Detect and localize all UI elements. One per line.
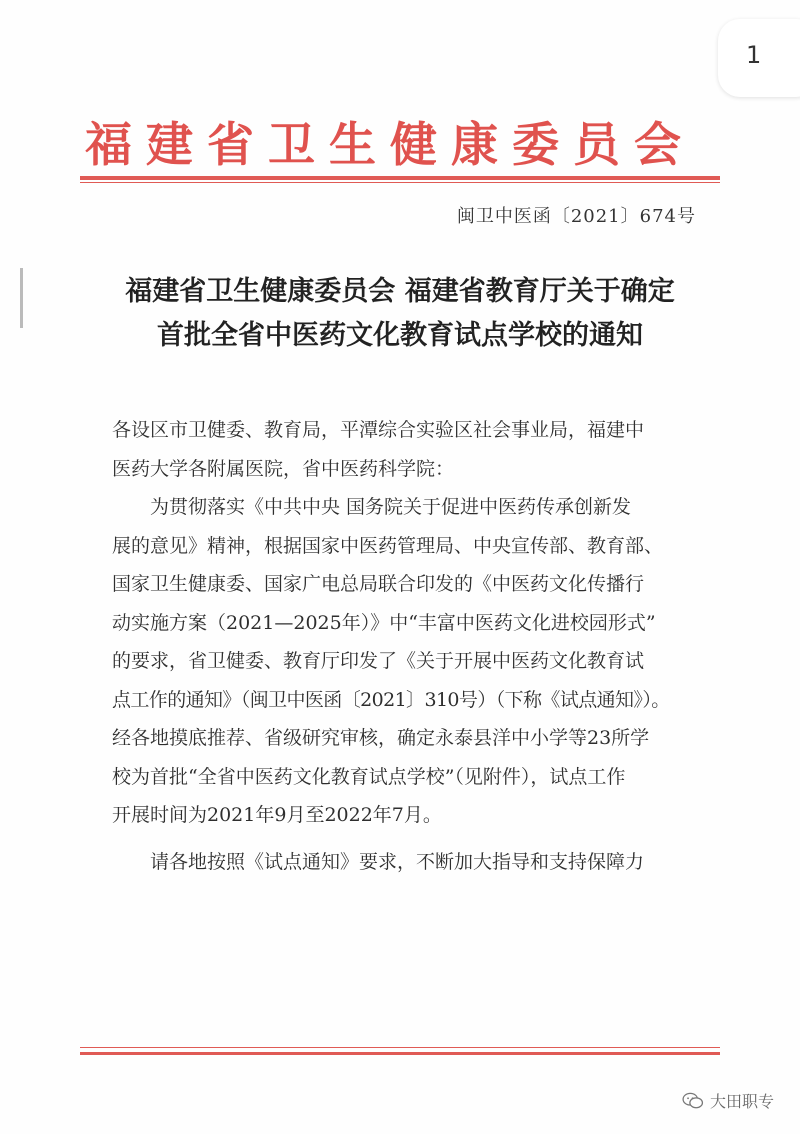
footer-rule-thick [80, 1052, 720, 1055]
wechat-watermark [682, 1089, 774, 1112]
body-line: 点工作的通知》（闽卫中医函〔2021〕310号）（下称《试点通知》）。 [112, 688, 670, 711]
body-line: 国家卫生健康委、国家广电总局联合印发的《中医药文化传播行 [112, 573, 645, 595]
body-line: 开展时间为2021年9月至2022年7月。 [112, 804, 442, 826]
header-rule-thin [80, 182, 720, 183]
body-line: 的要求，省卫健委、教育厅印发了《关于开展中医药文化教育试 [112, 650, 645, 672]
body-line: 动实施方案（2021—2025年）》中“丰富中医药文化进校园形式” [112, 611, 656, 634]
page-number-badge [718, 19, 800, 97]
footer-rule-thin [80, 1047, 720, 1048]
document-body [112, 411, 702, 881]
body-line: 展的意见》精神，根据国家中医药管理局、中央宣传部、教育部、 [112, 534, 664, 557]
body-line: 经各地摸底推荐、省级研究审核，确定永泰县洋中小学等23所学 [112, 727, 650, 749]
body-line: 校为首批“全省中医药文化教育试点学校”（见附件），试点工作 [112, 765, 626, 788]
letterhead-title: 福建省卫生健康委员会 [85, 118, 695, 173]
title-line-2: 首批全省中医药文化教育试点学校的通知 [157, 320, 643, 351]
document-number: 闽卫中医函〔2021〕674号 [456, 206, 696, 227]
title-line-1: 福建省卫生健康委员会 福建省教育厅关于确定 [125, 276, 675, 307]
header-rule-thick [80, 176, 720, 180]
document-title [60, 270, 740, 358]
page-number: 1 [746, 41, 762, 69]
body-line: 医药大学各附属医院，省中医药科学院： [112, 457, 455, 480]
body-line: 为贯彻落实《中共中央 国务院关于促进中医药传承创新发 [150, 496, 632, 518]
binding-mark [20, 268, 23, 328]
body-line: 请各地按照《试点通知》要求，不断加大指导和支持保障力 [150, 850, 645, 873]
body-line: 各设区市卫健委、教育局，平潭综合实验区社会事业局，福建中 [112, 419, 645, 441]
wechat-icon [682, 1092, 704, 1110]
watermark-text: 大田职专 [709, 1092, 774, 1111]
